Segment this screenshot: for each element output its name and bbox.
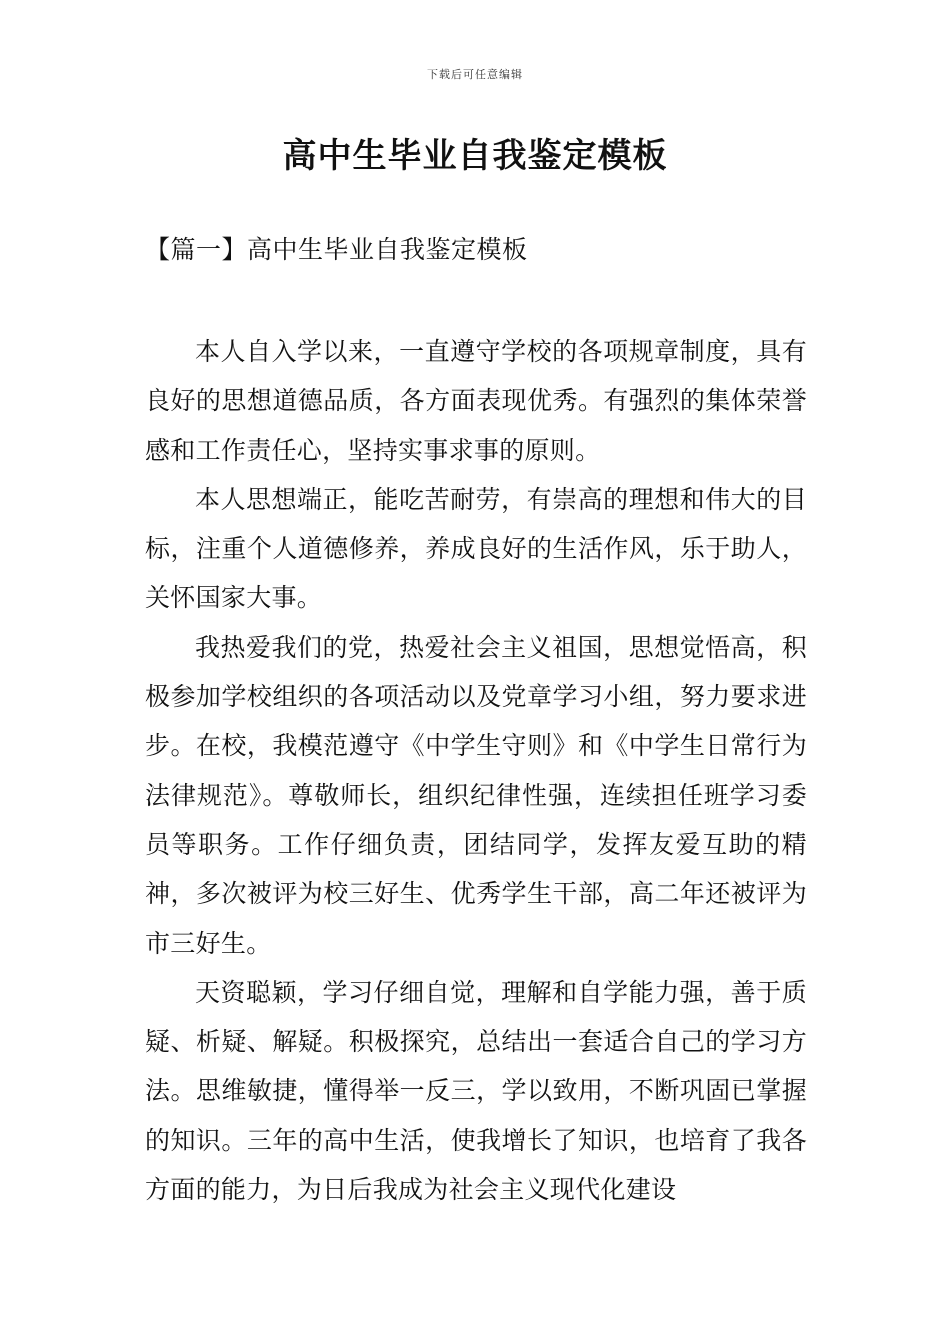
- section-heading: 【篇一】高中生毕业自我鉴定模板: [145, 235, 528, 264]
- header-note: 下载后可任意编辑: [427, 68, 523, 81]
- paragraph-1: 本人自入学以来，一直遵守学校的各项规章制度，具有良好的思想道德品质，各方面表现优秀。有强烈的集体荣誉感和工作责任心，坚持实事求事的原则。: [145, 337, 807, 465]
- document-title: 高中生毕业自我鉴定模板: [282, 136, 668, 176]
- paragraph-3: 我热爱我们的党，热爱社会主义祖国，思想觉悟高，积极参加学校组织的各项活动以及党章学习小组，努力要求进步。在校，我模范遵守《中学生守则》和《中学生日常行为法律规范》。尊敬师长，组织纪律性强，连续担任班学习委员等职务。工作仔细负责，团结同学，发挥友爱互助的精神，多次被评为校三好生、优秀学生干部，高二年还被评为市三好生。: [145, 632, 807, 958]
- paragraph-4: 天资聪颖，学习仔细自觉，理解和自学能力强，善于质疑、析疑、解疑。积极探究，总结出一套适合自己的学习方法。思维敏捷，懂得举一反三，学以致用，不断巩固已掌握的知识。三年的高中生活，使我增长了知识，也培育了我各方面的能力，为日后我成为社会主义现代化建设: [145, 977, 807, 1205]
- paragraph-2: 本人思想端正，能吃苦耐劳，有崇高的理想和伟大的目标，注重个人道德修养，养成良好的生活作风，乐于助人，关怀国家大事。: [145, 484, 807, 613]
- document-body: [145, 327, 807, 1214]
